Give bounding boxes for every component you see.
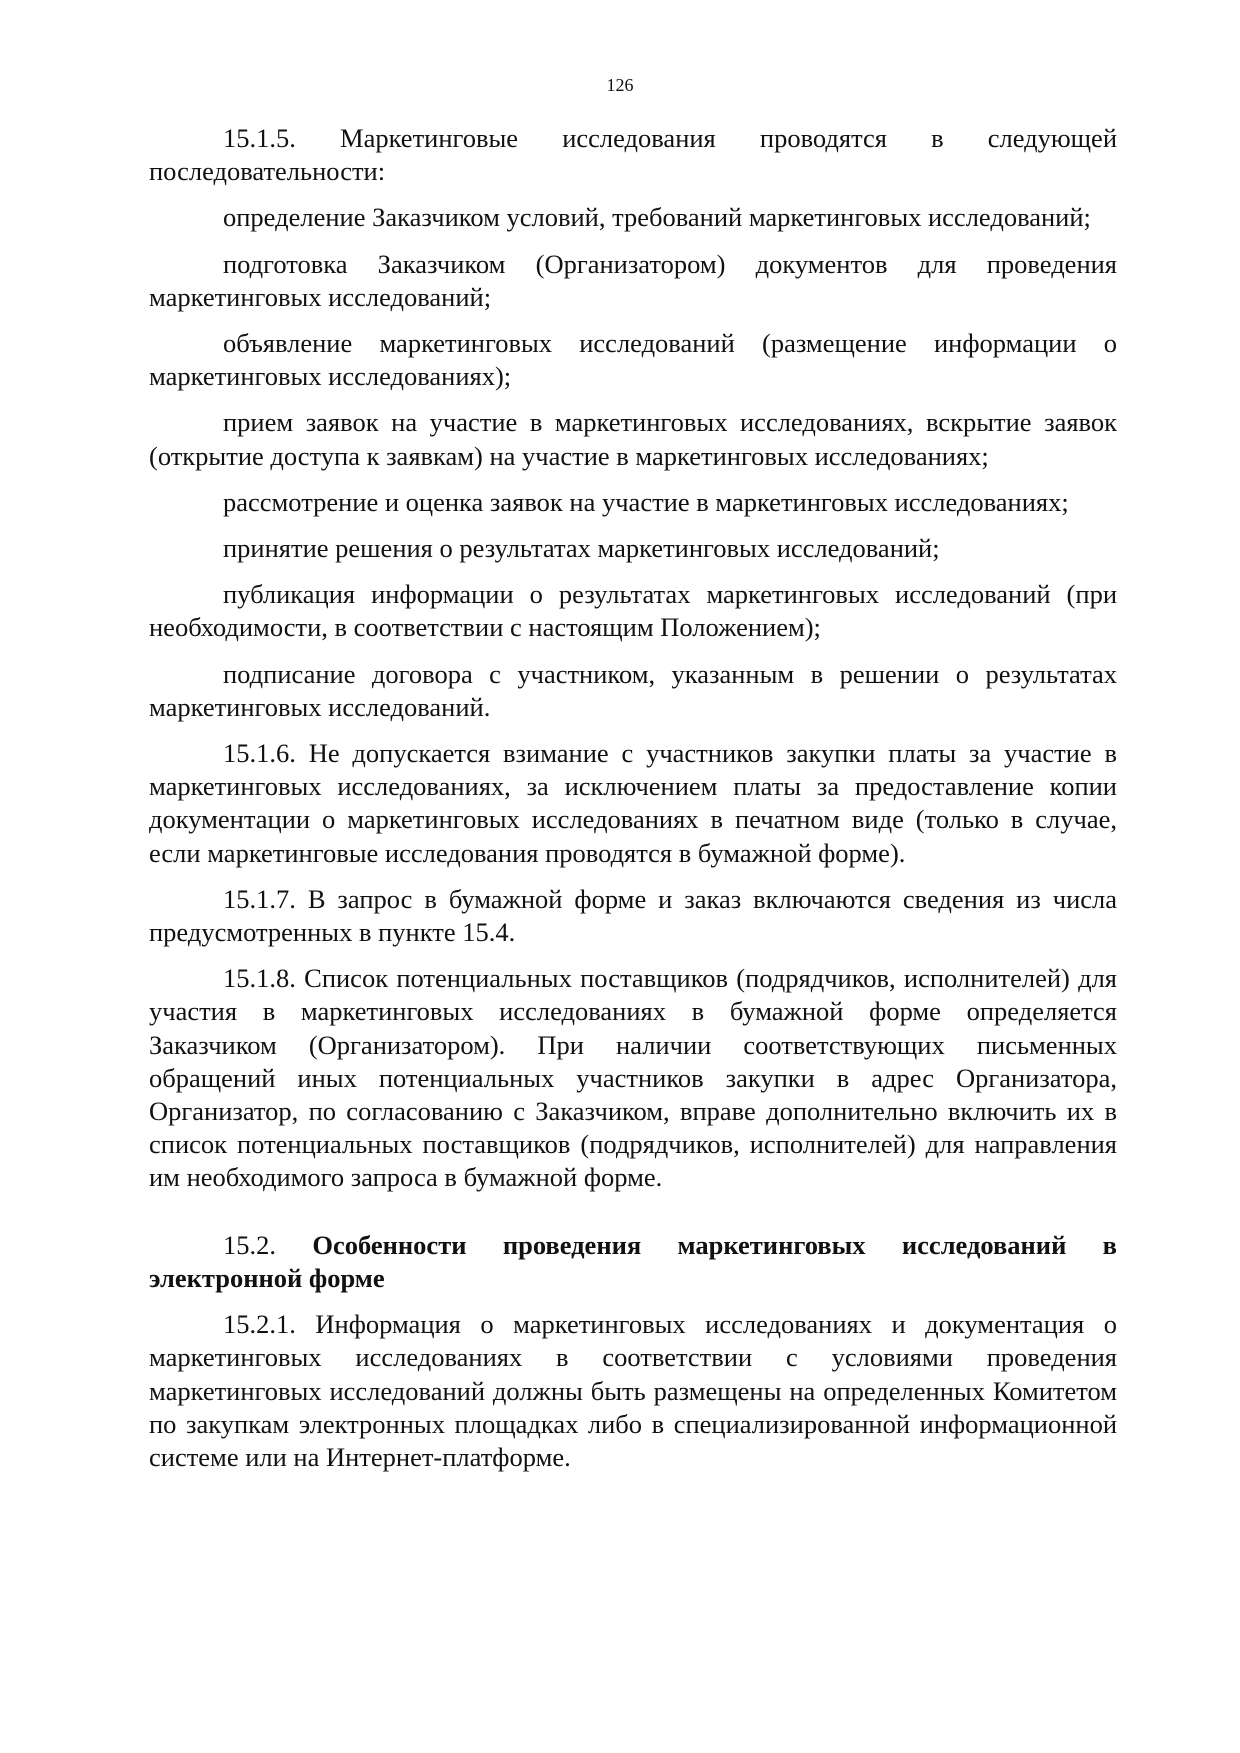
list-item-announcement: объявление маркетинговых исследований (размещение информации о маркетинговых исследованиях); (149, 328, 1117, 392)
list-item-publication: публикация информации о результатах маркетинговых исследований (при необходимости, в соответствии с настоящим Положением); (149, 579, 1117, 643)
list-item-definition: определение Заказчиком условий, требований маркетинговых исследований; (223, 202, 1091, 233)
list-item-acceptance: прием заявок на участие в маркетинговых исследованиях, вскрытие заявок (открытие доступа к заявкам) на участие в маркетинговых исследованиях; (149, 407, 1117, 471)
document-body (149, 122, 1117, 1487)
section-heading-15-2 (149, 1229, 1117, 1295)
list-item-preparation: подготовка Заказчиком (Организатором) документов для проведения маркетинговых исследований; (149, 248, 1117, 312)
paragraph-15-2-1: 15.2.1. Информация о маркетинговых исследованиях и документация о маркетинговых исследованиях в соответствии с условиями проведения маркетинговых исследований должны быть размещены на определенных Комитетом по закупкам электронных площадках либо в специализированной информационной системе или на Интернет-платформе. (149, 1309, 1117, 1472)
list-item-signing: подписание договора с участником, указанным в решении о результатах маркетинговых исследований. (149, 658, 1117, 722)
paragraph-15-1-6: 15.1.6. Не допускается взимание с участников закупки платы за участие в маркетинговых исследованиях, за исключением платы за предоставление копии документации о маркетинговых исследованиях в печатном виде (только в случае, если маркетинговые исследования проводятся в бумажной форме). (149, 738, 1117, 868)
paragraph-15-1-8: 15.1.8. Список потенциальных поставщиков (подрядчиков, исполнителей) для участия в маркетинговых исследованиях в бумажной форме определяется Заказчиком (Организатором). При наличии соответствующих письменных обращений иных потенциальных участников закупки в адрес Организатора, Организатор, по согласованию с Заказчиком, вправе дополнительно включить их в список потенциальных поставщиков (подрядчиков, исполнителей) для направления им необходимого запроса в бумажной форме. (149, 963, 1117, 1193)
section-title: Особенности проведения маркетинговых исследований в электронной форме (149, 1229, 1117, 1293)
paragraph-15-1-7: 15.1.7. В запрос в бумажной форме и заказ включаются сведения из числа предусмотренных в пункте 15.4. (149, 883, 1117, 948)
paragraph-15-1-5: 15.1.5. Маркетинговые исследования проводятся в следующей последовательности: (149, 123, 1117, 187)
list-item-review: рассмотрение и оценка заявок на участие в маркетинговых исследованиях; (223, 486, 1069, 517)
section-number: 15.2. (223, 1229, 313, 1260)
list-item-decision: принятие решения о результатах маркетинговых исследований; (223, 533, 940, 564)
page-number: 126 (606, 75, 634, 95)
